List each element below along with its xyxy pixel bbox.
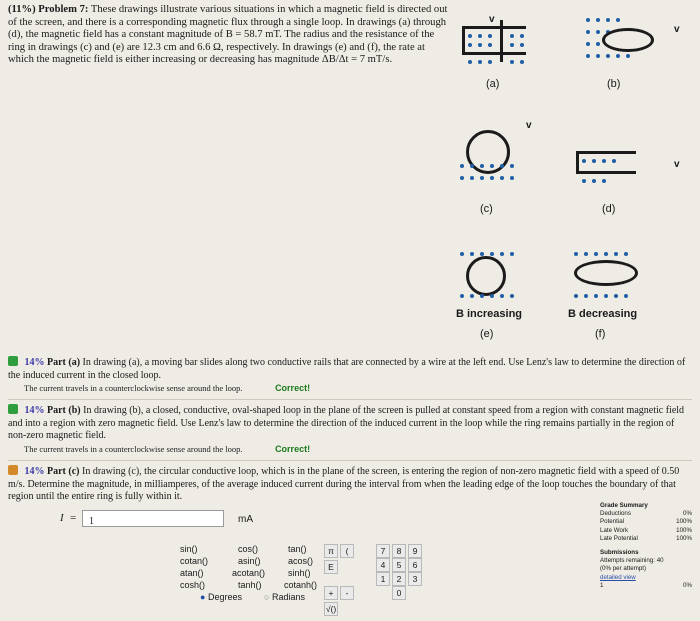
summary-potential-value: 100% <box>676 518 692 526</box>
summary-row1-value: 0% <box>683 581 692 589</box>
field-dot <box>490 294 494 298</box>
field-dot <box>586 42 590 46</box>
velocity-label-d: v <box>674 159 680 170</box>
problem-text: These drawings illustrate various situations in which a magnetic field is directed out of the screen, and there is a corresponding magnetic flux through a single loop. In drawings (a) through (d), the magnetic field has a constant magnitude of B = 58.7 mT. The radius and the resistance of the ring in drawings (c) and (e) are 12.3 cm and 6.6 Ω, respectively. In drawings (e) and (f), the rate at which the magnetic field is either increasing or decreasing has magnitude ΔB/Δt = 7 mT/s. <box>8 4 448 66</box>
mode-degrees[interactable]: Degrees <box>207 592 242 602</box>
field-dot <box>480 176 484 180</box>
field-dot <box>470 294 474 298</box>
field-dot <box>520 60 524 64</box>
fn-cosh[interactable]: cosh() <box>180 580 206 590</box>
summary-per-attempt: (0% per attempt) <box>600 565 647 573</box>
answer-input-value: 1 <box>89 516 94 527</box>
field-dot <box>586 18 590 22</box>
ring-e <box>466 256 506 296</box>
key-8[interactable]: 8 <box>392 544 406 558</box>
divider <box>8 460 692 461</box>
field-dot <box>470 176 474 180</box>
summary-submissions: Submissions <box>600 549 639 557</box>
figure-f-label: (f) <box>595 328 606 340</box>
mode-radians[interactable]: Radians <box>271 592 305 602</box>
field-dot <box>510 294 514 298</box>
field-dot <box>582 179 586 183</box>
figure-c-label: (c) <box>480 203 493 215</box>
field-dot <box>510 60 514 64</box>
field-dot <box>468 34 472 38</box>
field-dot <box>614 252 618 256</box>
summary-late-work-label: Late Work <box>600 526 629 534</box>
unit-label: mA <box>238 514 253 525</box>
field-dot <box>470 164 474 168</box>
ring-f <box>574 260 638 286</box>
field-dot <box>460 294 464 298</box>
key-7[interactable]: 7 <box>376 544 390 558</box>
field-dot <box>594 294 598 298</box>
fn-tanh[interactable]: tanh() <box>238 580 262 590</box>
part-b-label: Part (b) <box>47 405 81 416</box>
field-dot <box>586 54 590 58</box>
fn-acotan[interactable]: acotan() <box>232 568 266 578</box>
figure-area <box>450 8 695 348</box>
field-dot <box>604 294 608 298</box>
summary-deductions-label: Deductions <box>600 510 631 518</box>
equals-sign: = <box>70 512 77 524</box>
part-b-status: Correct! <box>275 443 311 454</box>
figure-b-label: (b) <box>607 78 621 90</box>
figure-d-label: (d) <box>602 203 616 215</box>
calculator: sin() cos() tan() cotan() asin() acos() atan() acotan() sinh() cosh() tanh() cotanh() ● Degrees ○ Radians π ( E + - √() 7 8 9 4 5 6 1 2 3 0 <box>180 540 450 618</box>
grade-summary <box>600 502 692 590</box>
key-minus[interactable]: - <box>340 586 354 600</box>
field-dot <box>584 294 588 298</box>
part-c[interactable] <box>8 465 690 504</box>
figure-e-label: (e) <box>480 328 494 340</box>
key-9[interactable]: 9 <box>408 544 422 558</box>
part-b-pct: 14% <box>24 405 45 416</box>
field-dot <box>470 252 474 256</box>
key-2[interactable]: 2 <box>392 572 406 586</box>
key-sqrt[interactable]: √() <box>325 604 337 614</box>
field-dot <box>582 159 586 163</box>
key-5[interactable]: 5 <box>392 558 406 572</box>
figure-e-caption: B increasing <box>456 308 523 320</box>
field-dot <box>488 34 492 38</box>
field-dot <box>596 42 600 46</box>
key-plus[interactable]: + <box>324 586 338 600</box>
sliding-bar <box>500 20 503 62</box>
field-dot <box>460 164 464 168</box>
velocity-label-b: v <box>674 24 680 35</box>
field-dot <box>586 30 590 34</box>
fn-tan[interactable]: tan() <box>288 544 307 554</box>
field-dot <box>604 252 608 256</box>
pending-icon <box>8 465 18 475</box>
summary-row1: 1 <box>600 581 604 589</box>
part-c-pct: 14% <box>24 466 45 477</box>
field-dot <box>510 164 514 168</box>
summary-potential-label: Potential <box>600 518 625 526</box>
part-a-text: In drawing (a), a moving bar slides along two conductive rails that are connected by a wire at the left end. Use Lenz's law to determine the direction of the induced current in the closed loop. <box>8 357 686 381</box>
part-b-answer: The current travels in a counterclockwise sense around the loop. <box>24 443 243 454</box>
figure-f-caption: B decreasing <box>568 308 638 320</box>
field-dot <box>584 252 588 256</box>
field-dot <box>500 252 504 256</box>
field-dot <box>490 164 494 168</box>
fn-cos[interactable]: cos() <box>238 544 258 554</box>
field-dot <box>520 43 524 47</box>
part-c-text: In drawing (c), the circular conductive loop, which is in the plane of the screen, is entering the region of non-zero magnetic field with a speed of 0.50 m/s. Determine the magnitude, in milliamperes, of the average induced current during the interval from when the leading edge of the loop touches the boundary of that region until the entire ring is fully within it. <box>8 466 680 502</box>
part-a[interactable] <box>8 356 690 396</box>
oval-loop <box>602 28 654 52</box>
part-a-pct: 14% <box>24 357 45 368</box>
field-dot <box>596 30 600 34</box>
fn-asin[interactable]: asin() <box>238 556 261 566</box>
field-dot <box>520 34 524 38</box>
field-dot <box>602 159 606 163</box>
figure-a <box>456 14 536 72</box>
part-a-answer: The current travels in a counterclockwise sense around the loop. <box>24 383 243 393</box>
field-dot <box>488 43 492 47</box>
field-dot <box>510 252 514 256</box>
field-dot <box>602 179 606 183</box>
field-dot <box>574 252 578 256</box>
field-dot <box>460 252 464 256</box>
part-c-label: Part (c) <box>47 466 80 477</box>
key-open-paren[interactable]: ( <box>340 544 354 558</box>
key-4[interactable]: 4 <box>376 558 390 572</box>
part-b[interactable] <box>8 404 690 456</box>
field-dot <box>490 252 494 256</box>
field-dot <box>480 164 484 168</box>
figure-b <box>580 14 690 72</box>
summary-late-potential-value: 100% <box>676 534 692 542</box>
figure-c <box>456 118 536 198</box>
field-dot <box>460 176 464 180</box>
check-icon <box>8 404 18 414</box>
fn-atan[interactable]: atan() <box>180 568 204 578</box>
field-dot <box>510 43 514 47</box>
summary-late-work-value: 100% <box>676 526 692 534</box>
key-0[interactable]: 0 <box>392 586 406 600</box>
summary-title: Grade Summary <box>600 502 648 509</box>
key-e[interactable]: E <box>324 560 338 574</box>
summary-late-potential-label: Late Potential <box>600 534 638 542</box>
field-dot <box>488 60 492 64</box>
field-dot <box>478 34 482 38</box>
field-dot <box>510 34 514 38</box>
velocity-label-a: v <box>489 14 495 25</box>
detailed-view-link[interactable]: detailed view <box>600 573 636 581</box>
problem-label: (11%) Problem 7: <box>8 4 89 15</box>
field-dot <box>592 179 596 183</box>
rail-left-wire <box>462 26 465 55</box>
field-dot <box>500 294 504 298</box>
field-dot <box>594 252 598 256</box>
field-dot <box>614 294 618 298</box>
field-dot <box>626 54 630 58</box>
figure-d <box>570 143 690 193</box>
velocity-label-c: v <box>526 120 532 131</box>
rail-top <box>462 26 526 29</box>
field-dot <box>478 60 482 64</box>
summary-attempts: Attempts remaining: 40 <box>600 557 664 565</box>
field-dot <box>574 294 578 298</box>
field-dot <box>616 54 620 58</box>
field-dot <box>592 159 596 163</box>
field-dot <box>500 176 504 180</box>
check-icon <box>8 356 18 366</box>
figure-e <box>454 248 534 303</box>
summary-deductions-value: 0% <box>683 510 692 518</box>
key-pi[interactable]: π <box>324 544 338 558</box>
divider <box>8 399 692 400</box>
problem-statement <box>8 4 448 67</box>
fn-sinh[interactable]: sinh() <box>288 568 311 578</box>
field-dot <box>468 43 472 47</box>
field-dot <box>616 18 620 22</box>
key-1[interactable]: 1 <box>376 572 390 586</box>
field-dot <box>490 176 494 180</box>
key-3[interactable]: 3 <box>408 572 422 586</box>
field-dot <box>478 43 482 47</box>
fn-cotan[interactable]: cotan() <box>180 556 209 566</box>
rail-bottom <box>462 52 526 55</box>
field-dot <box>624 252 628 256</box>
part-b-text: In drawing (b), a closed, conductive, oval-shaped loop in the plane of the screen is pulled at constant speed from a region with constant magnetic field and into a region with zero magnetic field. Use Lenz's law to determine the direction of the induced current in the loop while the ring remains partially in the region of non-zero magnetic field. <box>8 405 685 441</box>
field-dot <box>606 18 610 22</box>
field-dot <box>596 54 600 58</box>
field-dot <box>624 294 628 298</box>
answer-input[interactable] <box>82 510 224 527</box>
field-dot <box>480 294 484 298</box>
field-dot <box>468 60 472 64</box>
field-dot <box>612 159 616 163</box>
current-symbol: I <box>60 512 64 524</box>
field-dot <box>596 18 600 22</box>
field-dot <box>510 176 514 180</box>
fn-cotanh[interactable]: cotanh() <box>284 580 318 590</box>
field-dot <box>606 54 610 58</box>
part-a-status: Correct! <box>275 383 311 393</box>
field-dot <box>500 164 504 168</box>
part-a-label: Part (a) <box>47 357 81 368</box>
fn-acos[interactable]: acos() <box>288 556 314 566</box>
key-6[interactable]: 6 <box>408 558 422 572</box>
figure-a-label: (a) <box>486 78 500 90</box>
figure-f <box>568 248 648 303</box>
fn-sin[interactable]: sin() <box>180 544 198 554</box>
